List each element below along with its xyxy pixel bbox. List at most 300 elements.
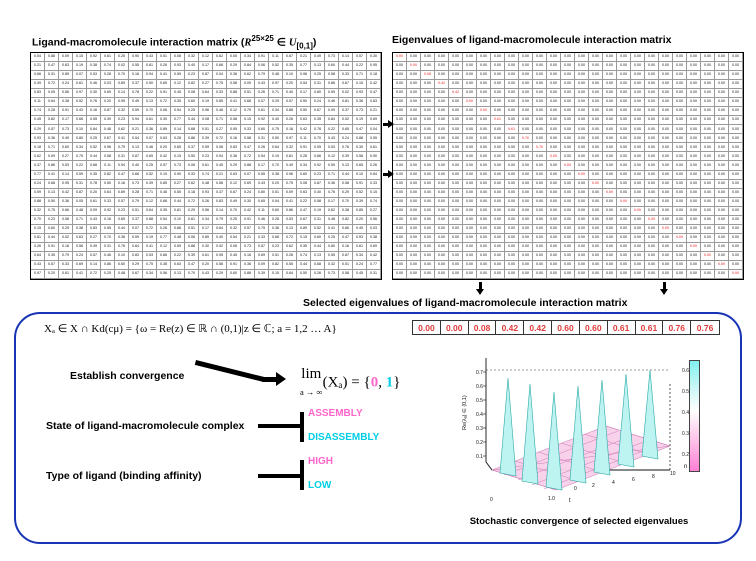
- left-matrix-title-U: U: [288, 37, 297, 49]
- matrix-cell: 0.41: [45, 171, 59, 180]
- matrix-cell: 0.31: [255, 134, 269, 143]
- eigenvalue-cell: 0.00: [435, 161, 449, 170]
- matrix-cell: 0.36: [227, 152, 241, 161]
- colorbar-tick-1: 0.5: [682, 389, 689, 395]
- matrix-cell: 0.66: [311, 152, 325, 161]
- eigenvalue-cell: 0.00: [561, 171, 575, 180]
- eigenvalue-diagonal-cell: 0.00: [575, 171, 589, 180]
- eigenvalue-cell: 0.00: [547, 143, 561, 152]
- eigenvalue-cell: 0.00: [603, 207, 617, 216]
- eigenvalue-cell: 0.00: [631, 225, 645, 234]
- eigenvalue-cell: 0.00: [687, 189, 701, 198]
- matrix-cell: 0.33: [255, 234, 269, 243]
- eigenvalue-cell: 0.00: [715, 89, 729, 98]
- matrix-cell: 0.47: [339, 234, 353, 243]
- matrix-cell: 0.46: [101, 252, 115, 261]
- eigenvalue-cell: 0.00: [617, 216, 631, 225]
- matrix-cell: 0.83: [129, 252, 143, 261]
- matrix-cell: 0.61: [87, 198, 101, 207]
- matrix-cell: 0.72: [185, 198, 199, 207]
- eigenvalue-cell: 0.00: [687, 216, 701, 225]
- eigenvalue-cell: 0.00: [407, 270, 421, 279]
- eigenvalue-cell: 0.00: [631, 98, 645, 107]
- eigenvalue-cell: 0.00: [533, 53, 547, 62]
- matrix-cell: 0.51: [269, 252, 283, 261]
- eigenvalue-cell: 0.00: [519, 143, 533, 152]
- eigenvalue-cell: 0.00: [561, 89, 575, 98]
- eigenvalue-cell: 0.00: [659, 152, 673, 161]
- matrix-cell: 0.42: [367, 80, 381, 89]
- matrix-cell: 0.14: [115, 89, 129, 98]
- matrix-cell: 0.59: [129, 234, 143, 243]
- eigenvalue-cell: 0.00: [659, 71, 673, 80]
- selected-eigenvalue: 0.60: [552, 321, 580, 334]
- matrix-cell: 0.52: [339, 116, 353, 125]
- eigenvalue-cell: 0.00: [449, 71, 463, 80]
- eigenvalue-cell: 0.00: [421, 116, 435, 125]
- eigenvalue-cell: 0.00: [659, 270, 673, 279]
- matrix-cell: 0.90: [171, 171, 185, 180]
- matrix-cell: 0.42: [297, 125, 311, 134]
- eigenvalue-cell: 0.00: [407, 71, 421, 80]
- matrix-cell: 0.56: [213, 180, 227, 189]
- eigenvalue-cell: 0.00: [659, 107, 673, 116]
- state-of-complex-label: State of ligand-macromolecule complex: [46, 420, 245, 432]
- eigenvalue-cell: 0.00: [701, 180, 715, 189]
- matrix-cell: 0.50: [297, 107, 311, 116]
- eigenvalue-cell: 0.00: [631, 134, 645, 143]
- eigenvalue-cell: 0.00: [659, 161, 673, 170]
- eigenvalue-cell: 0.00: [477, 261, 491, 270]
- matrix-cell: 0.30: [367, 53, 381, 62]
- eigenvalue-cell: 0.00: [715, 252, 729, 261]
- matrix-cell: 0.23: [269, 243, 283, 252]
- selected-eigenvalue: 0.76: [696, 322, 714, 333]
- eigenvalue-cell: 0.00: [407, 252, 421, 261]
- left-matrix-title-sup: 25×25: [251, 34, 274, 43]
- eigenvalue-cell: 0.00: [463, 152, 477, 161]
- matrix-cell: 0.12: [325, 152, 339, 161]
- limit-close: }: [393, 374, 401, 391]
- eigenvalue-cell: 0.00: [533, 71, 547, 80]
- eigenvalue-cell: 0.00: [561, 198, 575, 207]
- eigenvalue-cell: 0.00: [729, 234, 743, 243]
- matrix-cell: 0.77: [31, 171, 45, 180]
- matrix-cell: 0.41: [325, 225, 339, 234]
- eigenvalue-cell: 0.00: [729, 225, 743, 234]
- matrix-cell: 0.19: [311, 207, 325, 216]
- matrix-cell: 0.32: [283, 143, 297, 152]
- eigenvalue-cell: 0.00: [547, 125, 561, 134]
- eigenvalue-cell: 0.00: [589, 152, 603, 161]
- eigenvalue-cell: 0.00: [407, 143, 421, 152]
- matrix-cell: 0.70: [311, 134, 325, 143]
- eigenvalue-cell: 0.00: [687, 71, 701, 80]
- matrix-cell: 0.49: [87, 243, 101, 252]
- matrix-cell: 0.83: [87, 225, 101, 234]
- matrix-cell: 0.15: [367, 189, 381, 198]
- matrix-cell: 0.55: [283, 261, 297, 270]
- matrix-cell: 0.52: [73, 98, 87, 107]
- eigenvalue-cell: 0.00: [435, 134, 449, 143]
- matrix-cell: 0.52: [269, 62, 283, 71]
- eigenvalue-cell: 0.00: [701, 225, 715, 234]
- matrix-cell: 0.49: [129, 98, 143, 107]
- eigenvalue-diagonal-cell: 0.00: [603, 189, 617, 198]
- matrix-cell: 0.18: [185, 189, 199, 198]
- eigenvalue-cell: 0.00: [631, 53, 645, 62]
- matrix-cell: 0.80: [73, 134, 87, 143]
- eigenvalue-cell: 0.00: [603, 243, 617, 252]
- matrix-cell: 0.67: [129, 270, 143, 279]
- matrix-cell: 0.58: [213, 261, 227, 270]
- eigenvalue-cell: 0.00: [673, 80, 687, 89]
- eigenvalue-cell: 0.00: [729, 98, 743, 107]
- eigenvalue-cell: 0.00: [561, 189, 575, 198]
- eigenvalue-cell: 0.00: [645, 89, 659, 98]
- eigenvalue-cell: 0.00: [603, 71, 617, 80]
- eigenvalue-cell: 0.00: [631, 171, 645, 180]
- matrix-cell: 0.28: [297, 152, 311, 161]
- matrix-cell: 0.39: [185, 252, 199, 261]
- eigenvalue-cell: 0.00: [477, 198, 491, 207]
- matrix-cell: 0.40: [311, 189, 325, 198]
- eigenvalue-cell: 0.00: [547, 62, 561, 71]
- eigenvalue-cell: 0.00: [407, 89, 421, 98]
- matrix-cell: 0.07: [143, 134, 157, 143]
- eigenvalue-cell: 0.00: [617, 125, 631, 134]
- matrix-cell: 0.45: [353, 270, 367, 279]
- matrix-cell: 0.85: [213, 98, 227, 107]
- eigenvalue-cell: 0.00: [575, 107, 589, 116]
- eigenvalue-cell: 0.00: [561, 207, 575, 216]
- matrix-cell: 0.28: [129, 189, 143, 198]
- eigenvalue-cell: 0.00: [575, 180, 589, 189]
- matrix-cell: 0.12: [157, 243, 171, 252]
- matrix-cell: 0.64: [101, 189, 115, 198]
- matrix-cell: 0.09: [87, 207, 101, 216]
- eigenvalue-cell: 0.00: [407, 234, 421, 243]
- eigenvalue-cell: 0.00: [491, 171, 505, 180]
- matrix-cell: 0.48: [171, 234, 185, 243]
- matrix-cell: 0.06: [157, 107, 171, 116]
- eigenvalue-cell: 0.00: [645, 80, 659, 89]
- eigenvalue-cell: 0.00: [435, 125, 449, 134]
- matrix-cell: 0.73: [129, 180, 143, 189]
- eigenvalue-cell: 0.00: [407, 80, 421, 89]
- eigenvalue-cell: 0.00: [463, 198, 477, 207]
- eigenvalue-cell: 0.00: [561, 62, 575, 71]
- matrix-cell: 0.63: [171, 261, 185, 270]
- matrix-cell: 0.17: [325, 198, 339, 207]
- eigenvalue-cell: 0.00: [687, 125, 701, 134]
- arrow-down-left: [476, 282, 485, 296]
- eigenvalue-cell: 0.00: [393, 207, 407, 216]
- eigenvalue-cell: 0.00: [519, 171, 533, 180]
- eigenvalue-cell: 0.00: [519, 125, 533, 134]
- matrix-cell: 0.50: [297, 270, 311, 279]
- matrix-cell: 0.66: [129, 171, 143, 180]
- eigenvalue-cell: 0.00: [589, 107, 603, 116]
- eigenvalue-diagonal-cell: 0.61: [491, 116, 505, 125]
- matrix-cell: 0.22: [143, 89, 157, 98]
- eigenvalue-cell: 0.00: [561, 234, 575, 243]
- eigenvalue-cell: 0.00: [491, 143, 505, 152]
- matrix-cell: 0.19: [143, 234, 157, 243]
- matrix-cell: 0.14: [87, 261, 101, 270]
- matrix-cell: 0.35: [311, 116, 325, 125]
- eigenvalue-cell: 0.00: [407, 225, 421, 234]
- selected-eigenvalue: 0.08: [469, 321, 497, 334]
- matrix-cell: 0.17: [199, 225, 213, 234]
- matrix-cell: 0.94: [129, 116, 143, 125]
- matrix-cell: 0.85: [199, 234, 213, 243]
- matrix-cell: 0.70: [101, 234, 115, 243]
- eigenvalue-cell: 0.00: [519, 89, 533, 98]
- matrix-cell: 0.60: [227, 270, 241, 279]
- eigenvalue-cell: 0.00: [687, 116, 701, 125]
- eigenvalue-cell: 0.00: [393, 125, 407, 134]
- eigenvalue-cell: 0.00: [701, 125, 715, 134]
- eigenvalue-cell: 0.00: [659, 98, 673, 107]
- matrix-cell: 0.12: [227, 180, 241, 189]
- eigenvalue-cell: 0.00: [477, 53, 491, 62]
- matrix-cell: 0.03: [101, 80, 115, 89]
- eigenvalue-cell: 0.00: [393, 198, 407, 207]
- matrix-cell: 0.23: [311, 171, 325, 180]
- eigenvalue-cell: 0.00: [491, 225, 505, 234]
- eigenvalue-cell: 0.00: [673, 198, 687, 207]
- eigenvalue-cell: 0.00: [477, 134, 491, 143]
- eigenvalue-cell: 0.00: [589, 80, 603, 89]
- matrix-cell: 0.92: [311, 161, 325, 170]
- eigenvalue-cell: 0.00: [421, 234, 435, 243]
- matrix-cell: 0.36: [241, 261, 255, 270]
- eigenvalue-cell: 0.00: [617, 62, 631, 71]
- eigenvalue-cell: 0.00: [631, 62, 645, 71]
- eigenvalue-cell: 0.00: [645, 261, 659, 270]
- matrix-cell: 0.09: [45, 152, 59, 161]
- matrix-cell: 0.59: [73, 171, 87, 180]
- eigenvalue-cell: 0.00: [463, 89, 477, 98]
- eigenvalue-cell: 0.00: [561, 134, 575, 143]
- eigenvalue-cell: 0.00: [463, 216, 477, 225]
- matrix-cell: 0.72: [87, 270, 101, 279]
- eigenvalue-cell: 0.00: [603, 143, 617, 152]
- eigenvalue-cell: 0.00: [729, 125, 743, 134]
- eigenvalue-cell: 0.00: [519, 243, 533, 252]
- matrix-cell: 0.74: [297, 252, 311, 261]
- eigenvalue-cell: 0.00: [449, 234, 463, 243]
- eigenvalue-cell: 0.00: [575, 198, 589, 207]
- matrix-cell: 0.60: [325, 62, 339, 71]
- eigenvalue-cell: 0.00: [589, 270, 603, 279]
- matrix-cell: 0.82: [339, 216, 353, 225]
- eigenvalue-cell: 0.00: [687, 89, 701, 98]
- matrix-cell: 0.42: [59, 189, 73, 198]
- matrix-cell: 0.48: [325, 216, 339, 225]
- matrix-cell: 0.55: [129, 62, 143, 71]
- eigenvalue-cell: 0.00: [687, 270, 701, 279]
- matrix-cell: 0.36: [59, 198, 73, 207]
- eigenvalue-cell: 0.00: [673, 89, 687, 98]
- matrix-cell: 0.91: [297, 143, 311, 152]
- eigenvalue-cell: 0.00: [617, 180, 631, 189]
- matrix-cell: 0.10: [115, 252, 129, 261]
- eigenvalue-cell: 0.00: [477, 152, 491, 161]
- matrix-cell: 0.58: [339, 270, 353, 279]
- matrix-cell: 0.29: [185, 207, 199, 216]
- matrix-cell: 0.54: [171, 107, 185, 116]
- matrix-cell: 0.44: [339, 171, 353, 180]
- eigenvalue-diagonal-cell: 0.00: [617, 198, 631, 207]
- eigenvalue-cell: 0.00: [491, 134, 505, 143]
- eigenvalue-cell: 0.00: [421, 107, 435, 116]
- eigenvalue-cell: 0.00: [435, 189, 449, 198]
- matrix-cell: 0.61: [143, 116, 157, 125]
- eigenvalue-cell: 0.00: [715, 207, 729, 216]
- eigenvalue-cell: 0.00: [645, 98, 659, 107]
- matrix-cell: 0.81: [143, 62, 157, 71]
- matrix-cell: 0.08: [171, 53, 185, 62]
- eigenvalue-cell: 0.00: [393, 171, 407, 180]
- eigenvalue-cell: 0.00: [687, 152, 701, 161]
- matrix-cell: 0.47: [367, 89, 381, 98]
- eigenvalue-cell: 0.00: [589, 171, 603, 180]
- eigenvalue-cell: 0.00: [561, 71, 575, 80]
- eigenvalue-cell: 0.00: [715, 243, 729, 252]
- colorbar-tick-4: 0.2: [682, 452, 689, 458]
- eigenvalue-cell: 0.00: [687, 134, 701, 143]
- eigenvalue-cell: 0.00: [393, 89, 407, 98]
- matrix-cell: 0.78: [87, 180, 101, 189]
- eigenvalue-cell: 0.00: [589, 71, 603, 80]
- eigenvalue-cell: 0.00: [463, 107, 477, 116]
- matrix-cell: 0.33: [101, 198, 115, 207]
- matrix-cell: 0.13: [171, 270, 185, 279]
- matrix-cell: 0.68: [213, 62, 227, 71]
- matrix-cell: 0.11: [101, 161, 115, 170]
- eigenvalue-cell: 0.00: [575, 243, 589, 252]
- eigenvalue-cell: 0.00: [505, 189, 519, 198]
- eigenvalue-cell: 0.00: [533, 252, 547, 261]
- selected-eigenvalue: 0.42: [496, 321, 524, 334]
- eigenvalue-cell: 0.00: [645, 225, 659, 234]
- eigenvalue-cell: 0.00: [687, 180, 701, 189]
- left-matrix-title: [32, 34, 316, 51]
- matrix-cell: 0.92: [87, 53, 101, 62]
- matrix-cell: 0.64: [269, 143, 283, 152]
- matrix-cell: 0.64: [31, 252, 45, 261]
- eigenvalue-cell: 0.00: [449, 116, 463, 125]
- state-connector: [258, 424, 302, 428]
- eigenvalue-cell: 0.00: [631, 143, 645, 152]
- selected-eigenvalues-title: Selected eigenvalues of ligand-macromolecule interaction matrix: [303, 297, 628, 309]
- eigenvalue-cell: 0.00: [729, 189, 743, 198]
- eigenvalue-cell: 0.00: [603, 270, 617, 279]
- eigenvalue-cell: 0.00: [463, 171, 477, 180]
- limit-subscript: a → ∞: [300, 387, 323, 397]
- svg-text:t: t: [569, 498, 571, 504]
- eigenvalue-cell: 0.00: [505, 261, 519, 270]
- matrix-cell: 0.67: [339, 80, 353, 89]
- matrix-cell: 0.48: [269, 71, 283, 80]
- eigenvalue-cell: 0.00: [407, 198, 421, 207]
- matrix-cell: 0.69: [73, 261, 87, 270]
- matrix-cell: 0.38: [367, 234, 381, 243]
- eigenvalue-cell: 0.00: [575, 116, 589, 125]
- matrix-cell: 0.23: [45, 216, 59, 225]
- matrix-cell: 0.37: [213, 189, 227, 198]
- selected-eigenvalue: 0.61: [608, 321, 636, 334]
- eigenvalue-cell: 0.00: [491, 261, 505, 270]
- matrix-cell: 0.11: [255, 207, 269, 216]
- eigenvalue-cell: 0.00: [449, 152, 463, 161]
- eigenvalue-cell: 0.00: [463, 270, 477, 279]
- eigenvalue-cell: 0.00: [575, 261, 589, 270]
- matrix-cell: 0.18: [367, 71, 381, 80]
- matrix-cell: 0.25: [101, 270, 115, 279]
- eigenvalue-cell: 0.00: [673, 143, 687, 152]
- eigenvalue-cell: 0.00: [603, 161, 617, 170]
- eigenvalue-cell: 0.00: [715, 80, 729, 89]
- eigenvalue-cell: 0.00: [659, 125, 673, 134]
- eigenvalue-cell: 0.00: [533, 225, 547, 234]
- matrix-cell: 0.33: [213, 89, 227, 98]
- matrix-cell: 0.59: [325, 161, 339, 170]
- matrix-cell: 0.36: [269, 225, 283, 234]
- eigenvalue-cell: 0.00: [687, 225, 701, 234]
- eigenvalue-diagonal-cell: 0.00: [701, 252, 715, 261]
- matrix-cell: 0.36: [227, 71, 241, 80]
- eigenvalue-cell: 0.00: [631, 189, 645, 198]
- eigenvalue-cell: 0.00: [505, 198, 519, 207]
- matrix-cell: 0.60: [297, 171, 311, 180]
- matrix-cell: 0.69: [367, 243, 381, 252]
- matrix-cell: 0.64: [143, 207, 157, 216]
- eigenvalue-cell: 0.00: [729, 53, 743, 62]
- eigenvalue-cell: 0.00: [603, 225, 617, 234]
- eigenvalue-cell: 0.00: [673, 152, 687, 161]
- plot-colorbar: [689, 360, 700, 472]
- matrix-cell: 0.30: [353, 143, 367, 152]
- eigenvalue-cell: 0.00: [519, 161, 533, 170]
- matrix-cell: 0.58: [227, 80, 241, 89]
- svg-text:0: 0: [574, 486, 577, 492]
- eigenvalue-cell: 0.00: [603, 134, 617, 143]
- matrix-cell: 0.15: [73, 53, 87, 62]
- matrix-cell: 0.64: [45, 98, 59, 107]
- eigenvalue-cell: 0.00: [617, 234, 631, 243]
- matrix-cell: 0.16: [115, 180, 129, 189]
- eigenvalue-cell: 0.00: [631, 270, 645, 279]
- matrix-cell: 0.10: [73, 125, 87, 134]
- eigenvalue-cell: 0.00: [533, 116, 547, 125]
- matrix-cell: 0.39: [255, 270, 269, 279]
- matrix-cell: 0.67: [283, 53, 297, 62]
- selected-eigenvalue: 0.00: [413, 321, 441, 334]
- matrix-cell: 0.12: [171, 80, 185, 89]
- eigenvalue-cell: 0.00: [463, 125, 477, 134]
- plot-svg: [456, 350, 702, 505]
- eigenvalue-cell: 0.00: [421, 216, 435, 225]
- eigenvalue-cell: 0.00: [561, 152, 575, 161]
- eigenvalue-cell: 0.00: [505, 243, 519, 252]
- eigenvalue-cell: 0.00: [603, 116, 617, 125]
- eigenvalue-cell: 0.00: [645, 243, 659, 252]
- stochastic-convergence-plot: [456, 350, 702, 505]
- matrix-cell: 0.25: [185, 107, 199, 116]
